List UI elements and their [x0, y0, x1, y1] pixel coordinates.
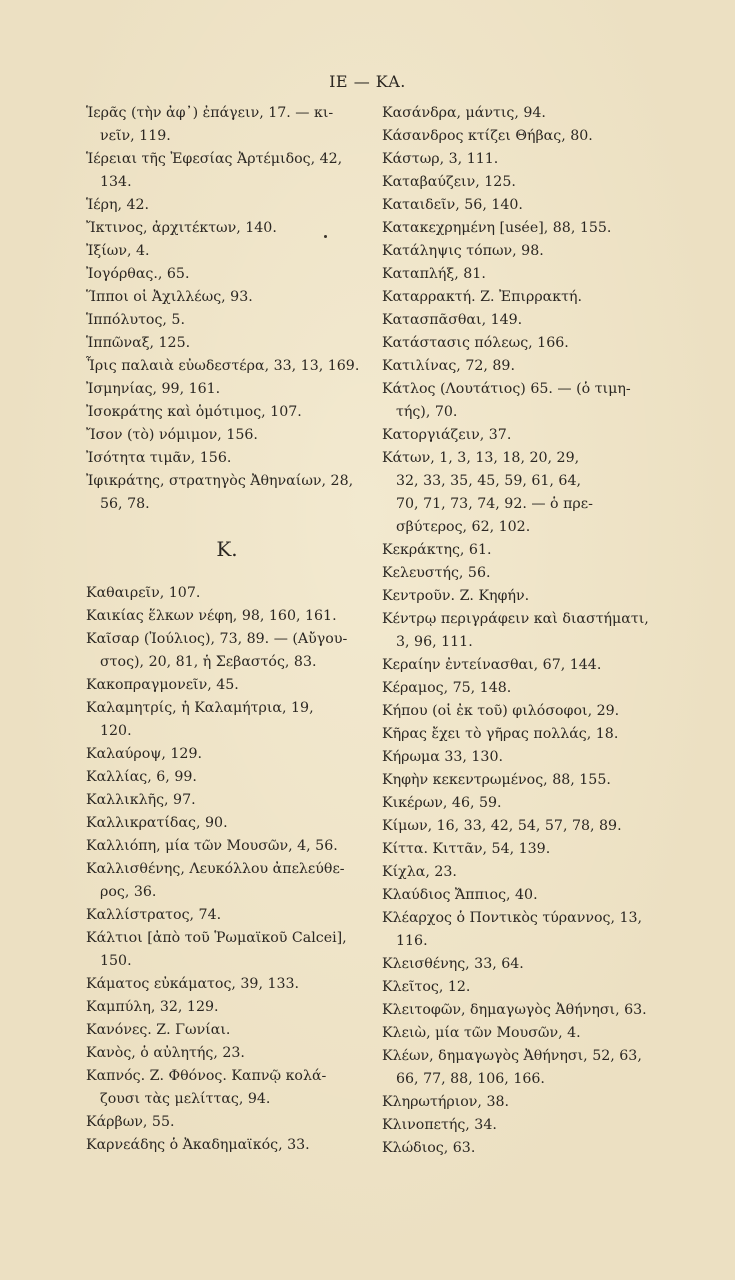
index-entry: Κατοργιάζειν, 37.: [382, 427, 512, 443]
index-entry: Ἴσον (τὸ) νόμιμον, 156.: [86, 427, 258, 443]
index-entry: Ἰσότητα τιμᾶν, 156.: [86, 450, 232, 466]
index-entry: Κήπου (οἱ ἐκ τοῦ) φιλόσοφοι, 29.: [382, 703, 620, 719]
index-entry: Κάματος εὐκάματος, 39, 133.: [86, 976, 300, 992]
index-entry: Κλώδιος, 63.: [382, 1140, 476, 1156]
index-entry: Καταρρακτή. Ζ. Ἐπιρρακτή.: [382, 289, 582, 305]
index-entry: Καλλιόπη, μία τῶν Μουσῶν, 4, 56.: [86, 838, 338, 854]
index-entry-continuation: 120.: [100, 723, 132, 739]
index-entry-continuation: 134.: [100, 174, 132, 190]
index-entry: Καλαύροψ, 129.: [86, 746, 202, 762]
index-entry: Κάτων, 1, 3, 13, 18, 20, 29,: [382, 450, 580, 466]
index-entry: Κανόνες. Ζ. Γωνίαι.: [86, 1022, 231, 1038]
index-entry: Ἰξίων, 4.: [86, 243, 150, 259]
index-entry: Καλλικλῆς, 97.: [86, 792, 196, 808]
index-entry: Ἱππῶναξ, 125.: [86, 335, 191, 351]
index-entry: Κάσανδρος κτίζει Θήβας, 80.: [382, 128, 593, 144]
index-entry: Καλαμητρίς, ἡ Καλαμήτρια, 19,: [86, 700, 314, 716]
index-entry-continuation: νεῖν, 119.: [100, 128, 171, 144]
index-entry: Καθαιρεῖν, 107.: [86, 585, 201, 601]
index-block-kappa-right: [382, 102, 672, 1160]
index-entry: Κῆρας ἔχει τὸ γῆρας πολλάς, 18.: [382, 726, 619, 742]
index-entry: Καλλισθένης, Λευκόλλου ἀπελεύθε-: [86, 861, 345, 877]
index-entry: Κατάληψις τόπων, 98.: [382, 243, 544, 259]
index-entry: Καταιδεῖν, 56, 140.: [382, 197, 523, 213]
index-entry-continuation: 66, 77, 88, 106, 166.: [396, 1071, 545, 1087]
index-entry: Κατασπᾶσθαι, 149.: [382, 312, 523, 328]
index-entry-continuation: 3, 96, 111.: [396, 634, 473, 650]
index-entry: Κατιλίνας, 72, 89.: [382, 358, 515, 374]
index-entry: Κλεισθένης, 33, 64.: [382, 956, 524, 972]
index-entry: Ἱέρη, 42.: [86, 197, 150, 213]
index-entry: Κίχλα, 23.: [382, 864, 457, 880]
index-entry: Καπνός. Ζ. Φθόνος. Καπνῷ κολά-: [86, 1068, 327, 1084]
index-entry: Κελευστής, 56.: [382, 565, 491, 581]
index-entry: Κλεῖτος, 12.: [382, 979, 471, 995]
index-entry: Κέντρῳ περιγράφειν καὶ διαστήματι,: [382, 611, 649, 627]
index-entry: Κασάνδρα, μάντις, 94.: [382, 105, 546, 121]
index-entry: Ἰφικράτης, στρατηγὸς Ἀθηναίων, 28,: [86, 473, 354, 489]
index-entry: Κανὸς, ὁ αὐλητής, 23.: [86, 1045, 245, 1061]
index-entry: Καταβαύζειν, 125.: [382, 174, 516, 190]
index-entry: Καλλίστρατος, 74.: [86, 907, 222, 923]
index-entry: Κεκράκτης, 61.: [382, 542, 492, 558]
index-entry: Καρνεάδης ὁ Ἀκαδημαϊκός, 33.: [86, 1137, 310, 1153]
index-entry-continuation: στος), 20, 81, ἡ Σεβαστός, 83.: [100, 654, 317, 670]
index-entry-continuation: τής), 70.: [396, 404, 458, 420]
index-entry: Κεραίην ἐντείνασθαι, 67, 144.: [382, 657, 602, 673]
section-letter-kappa: Κ.: [216, 537, 238, 561]
index-entry-continuation: 150.: [100, 953, 132, 969]
index-entry-continuation: ζουσι τὰς μελίττας, 94.: [100, 1091, 271, 1107]
index-block-kappa-left: [86, 582, 368, 1157]
index-entry: Κηφὴν κεκεντρωμένος, 88, 155.: [382, 772, 611, 788]
index-entry: Κατάστασις πόλεως, 166.: [382, 335, 569, 351]
index-entry: Κλινοπετής, 34.: [382, 1117, 497, 1133]
index-entry-continuation: σβύτερος, 62, 102.: [396, 519, 531, 535]
index-entry: Καμπύλη, 32, 129.: [86, 999, 219, 1015]
index-entry: Κίμων, 16, 33, 42, 54, 57, 78, 89.: [382, 818, 622, 834]
left-column: [86, 102, 368, 1157]
index-entry: Κλειὼ, μία τῶν Μουσῶν, 4.: [382, 1025, 581, 1041]
index-entry: Καταπλήξ, 81.: [382, 266, 486, 282]
index-entry: Ἱερᾶς (τὴν ἀφ᾽) ἐπάγειν, 17. — κι-: [86, 105, 334, 121]
page-header: ΙΕ — ΚΑ.: [329, 72, 406, 91]
index-entry-continuation: 56, 78.: [100, 496, 150, 512]
index-entry: Κακοπραγμονεῖν, 45.: [86, 677, 239, 693]
index-entry: Κίττα. Κιττᾶν, 54, 139.: [382, 841, 551, 857]
index-entry: Ἶρις παλαιὰ εὐωδεστέρα, 33, 13, 169.: [86, 358, 360, 374]
index-entry-continuation: 116.: [396, 933, 428, 949]
index-entry: Κλειτοφῶν, δημαγωγὸς Ἀθήνησι, 63.: [382, 1002, 647, 1018]
index-entry: Ἰσμηνίας, 99, 161.: [86, 381, 221, 397]
right-column: [382, 102, 672, 1160]
index-entry: Ἰογόρθας., 65.: [86, 266, 190, 282]
index-entry: Κικέρων, 46, 59.: [382, 795, 502, 811]
index-entry: Κέραμος, 75, 148.: [382, 680, 512, 696]
index-entry: Κήρωμα 33, 130.: [382, 749, 503, 765]
index-entry-continuation: ρος, 36.: [100, 884, 157, 900]
index-entry: Κλέαρχος ὁ Ποντικὸς τύραννος, 13,: [382, 910, 643, 926]
index-entry-continuation: 32, 33, 35, 45, 59, 61, 64,: [396, 473, 581, 489]
index-entry: Καλλικρατίδας, 90.: [86, 815, 228, 831]
index-entry: Καῖσαρ (Ἰούλιος), 73, 89. — (Αὔγου-: [86, 631, 348, 647]
index-block-iota: [86, 102, 368, 516]
index-entry: Ἱέρειαι τῆς Ἐφεσίας Ἀρτέμιδος, 42,: [86, 151, 343, 167]
index-entry: Κάρβων, 55.: [86, 1114, 175, 1130]
index-entry: Ἵπποι οἱ Ἀχιλλέως, 93.: [86, 289, 253, 305]
index-entry: Κεντροῦν. Ζ. Κηφήν.: [382, 588, 530, 604]
index-entry: Κληρωτήριον, 38.: [382, 1094, 510, 1110]
index-entry: Κατακεχρημένη [usée], 88, 155.: [382, 220, 612, 236]
index-entry-continuation: 70, 71, 73, 74, 92. — ὁ πρε-: [396, 496, 593, 512]
index-entry: Ἱππόλυτος, 5.: [86, 312, 185, 328]
index-entry: Κάτλος (Λουτάτιος) 65. — (ὁ τιμη-: [382, 381, 631, 397]
index-entry: Κλέων, δημαγωγὸς Ἀθήνησι, 52, 63,: [382, 1048, 642, 1064]
index-entry: Καικίας ἕλκων νέφη, 98, 160, 161.: [86, 608, 337, 624]
index-entry: Ἴκτινος, ἀρχιτέκτων, 140.: [86, 220, 277, 236]
index-entry: Ἰσοκράτης καὶ ὁμότιμος, 107.: [86, 404, 302, 420]
index-entry: Καλλίας, 6, 99.: [86, 769, 197, 785]
index-entry: Κλαύδιος Ἄππιος, 40.: [382, 887, 538, 903]
index-entry: Κάστωρ, 3, 111.: [382, 151, 499, 167]
index-entry: Κάλτιοι [ἀπὸ τοῦ Ῥωμαϊκοῦ Calcei],: [86, 930, 347, 946]
